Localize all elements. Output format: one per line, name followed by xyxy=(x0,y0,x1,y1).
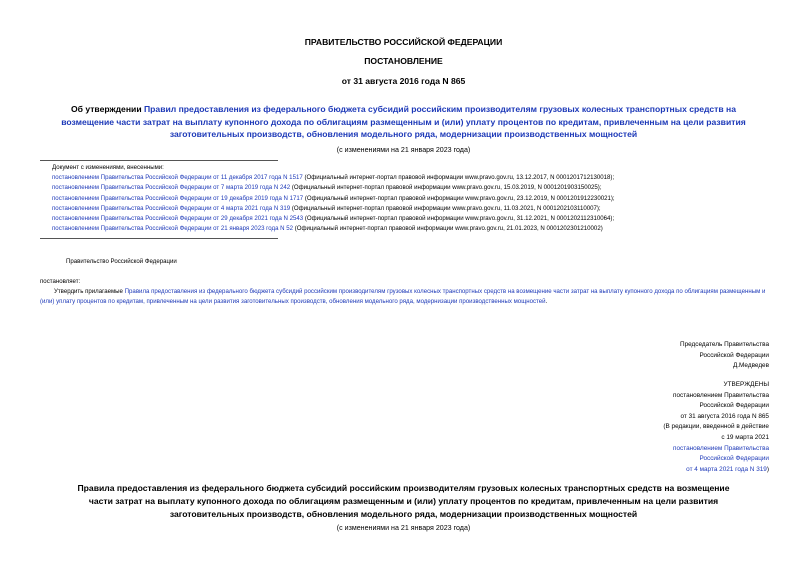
approved-link-line2[interactable]: Российской Федерации xyxy=(699,455,769,463)
rules-revision-note: (с изменениями на 21 января 2023 года) xyxy=(336,524,471,532)
change-link[interactable]: постановлением Правительства Российской Федерации от 4 марта 2021 года N 319 xyxy=(52,204,291,212)
approved-link-line1[interactable]: постановлением Правительства xyxy=(673,444,769,452)
revision-note: (с изменениями на 21 января 2023 года) xyxy=(336,146,471,154)
document-date-number: от 31 августа 2016 года N 865 xyxy=(341,76,466,86)
list-item: постановлением Правительства Российской Федерации от 21 января 2023 года N 52 (Официальный интернет-портал правовой информации www.pravo.gov.ru, 21.01.2023, N 0001202301210002) xyxy=(52,225,603,233)
title-link[interactable]: Правил предоставления из федерального бюджета субсидий российским производителям грузовых колесных транспортных средств на возмещение части затрат на выплату купонного дохода по облигациям размещенным и (или) уплату процентов по кредитам, привлеченным на цели развития заготовительных производств, обновления модельного ряда, модернизации производственных мощностей xyxy=(61,104,746,139)
change-link[interactable]: постановлением Правительства Российской Федерации от 7 марта 2019 года N 242 xyxy=(52,184,291,192)
government-heading: ПРАВИТЕЛЬСТВО РОССИЙСКОЙ ФЕДЕРАЦИИ xyxy=(304,37,503,47)
title-prefix: Об утверждении xyxy=(70,104,144,114)
change-link[interactable]: постановлением Правительства Российской Федерации от 21 января 2023 года N 52 xyxy=(52,225,294,233)
list-item: постановлением Правительства Российской Федерации от 11 декабря 2017 года N 1517 (Официальный интернет-портал правовой информации www.pravo.gov.ru, 13.12.2017, N 0001201712130018); xyxy=(52,174,615,182)
list-item: постановлением Правительства Российской Федерации от 4 марта 2021 года N 319 (Официальный интернет-портал правовой информации www.pravo.gov.ru, 11.03.2021, N 0001202103110007); xyxy=(52,204,601,212)
approve-link[interactable]: Правила предоставления из федерального бюджета субсидий российским производителям грузовых колесных транспортных средств на возмещение части затрат на выплату купонного дохода по облигациям размещенным и (или) уплату процентов по кредитам, привлеченным на цели развития заготовительных производств, обновления модельного ряда, модернизации производственных мощностей xyxy=(40,288,766,306)
approved-heading: УТВЕРЖДЕНЫ xyxy=(723,381,769,388)
changes-heading: Документ с изменениями, внесенными: xyxy=(52,164,164,171)
list-item: постановлением Правительства Российской Федерации от 29 декабря 2021 года N 2543 (Официальный интернет-портал правовой информации www.pravo.gov.ru, 31.12.2021, N 0001202112310064); xyxy=(52,215,615,223)
signature-block xyxy=(680,340,769,372)
approved-link-line3[interactable]: от 4 марта 2021 года N 319 xyxy=(686,465,767,473)
change-link[interactable]: постановлением Правительства Российской Федерации от 11 декабря 2017 года N 1517 xyxy=(52,174,303,182)
rules-title: Правила предоставления из федерального бюджета субсидий российским производителям грузовых колесных транспортных средств на возмещение части затрат на выплату купонного дохода по облигациям размещенным и (или) уплату процентов по кредитам, привлеченным на цели развития заготовительных производств, обновления модельного ряда, модернизации производственных мощностей xyxy=(77,483,730,519)
list-item: постановлением Правительства Российской Федерации от 7 марта 2019 года N 242 (Официальный интернет-портал правовой информации www.pravo.gov.ru, 15.03.2019, N 0001201903150025); xyxy=(52,184,602,192)
changes-divider-top xyxy=(40,160,278,161)
change-link[interactable]: постановлением Правительства Российской Федерации от 19 декабря 2019 года N 1717 xyxy=(52,194,304,202)
changes-block xyxy=(52,163,792,234)
document-type: ПОСТАНОВЛЕНИЕ xyxy=(364,56,443,66)
approved-block: УТВЕРЖДЕНЫ постановлением Правительства Российской Федерации от 31 августа 2016 года N 865 (В редакции, введенной в действие с 19 марта 2021 постановлением Правительства Российской Федерации от 4 марта 2021 года N 319) xyxy=(663,381,769,473)
document-title xyxy=(50,103,757,141)
government-line: Правительство Российской Федерации xyxy=(66,258,177,265)
changes-divider-bottom xyxy=(40,238,278,239)
change-link[interactable]: постановлением Правительства Российской Федерации от 29 декабря 2021 года N 2543 xyxy=(52,215,304,223)
signature-name: Д.Медведев xyxy=(732,362,769,370)
list-item: постановлением Правительства Российской Федерации от 19 декабря 2019 года N 1717 (Официальный интернет-портал правовой информации www.pravo.gov.ru, 23.12.2019, N 0001201912230021); xyxy=(52,194,615,202)
decides-line: постановляет: xyxy=(40,278,81,285)
signature-country: Российской Федерации xyxy=(699,351,769,359)
signature-position: Председатель Правительства xyxy=(680,341,769,348)
approve-paragraph: Утвердить прилагаемые Правила предоставления из федерального бюджета субсидий российским производителям грузовых колесных транспортных средств на возмещение части затрат на выплату купонного дохода по облигациям размещенным и (или) уплату процентов по кредитам, привлеченным на цели развития заготовительных производств, обновления модельного ряда, модернизации производственных мощностей. xyxy=(40,288,766,306)
